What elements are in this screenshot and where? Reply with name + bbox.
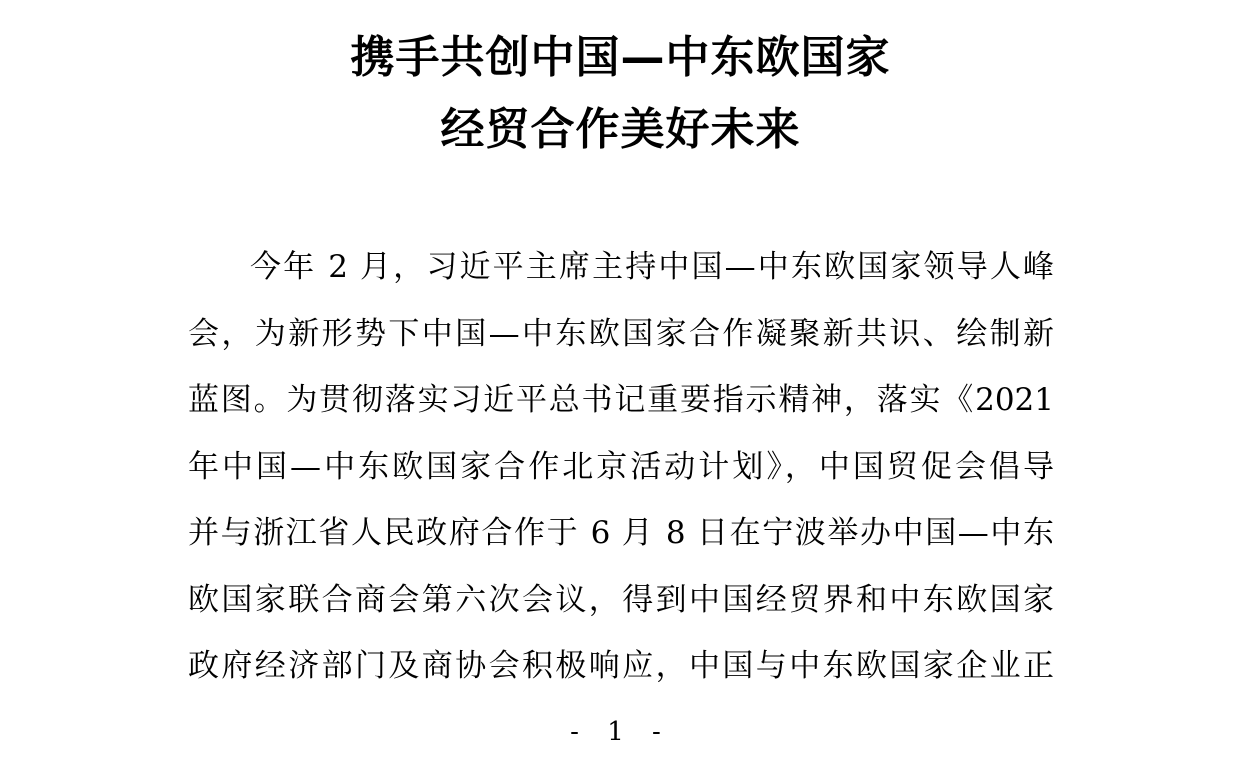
- paragraph-line: 年中国—中东欧国家合作北京活动计划》，中国贸促会倡导: [188, 448, 1054, 485]
- title-line-1: 携手共创中国—中东欧国家: [350, 32, 891, 83]
- page-number: - 1 -: [570, 717, 671, 747]
- body-paragraph: [188, 234, 1054, 700]
- paragraph-line: 欧国家联合商会第六次会议，得到中国经贸界和中东欧国家: [188, 581, 1054, 618]
- title-line-2: 经贸合作美好未来: [440, 104, 801, 155]
- paragraph-line: 政府经济部门及商协会积极响应，中国与中东欧国家企业正: [188, 648, 1054, 684]
- document-title: [0, 22, 1241, 166]
- paragraph-line: 并与浙江省人民政府合作于 6 月 8 日在宁波举办中国—中东: [188, 515, 1054, 551]
- paragraph-line: 今年 2 月，习近平主席主持中国—中东欧国家领导人峰: [250, 249, 1054, 285]
- paragraph-line: 会，为新形势下中国—中东欧国家合作凝聚新共识、绘制新: [188, 315, 1054, 352]
- paragraph-line: 蓝图。为贯彻落实习近平总书记重要指示精神，落实《2021: [188, 382, 1054, 418]
